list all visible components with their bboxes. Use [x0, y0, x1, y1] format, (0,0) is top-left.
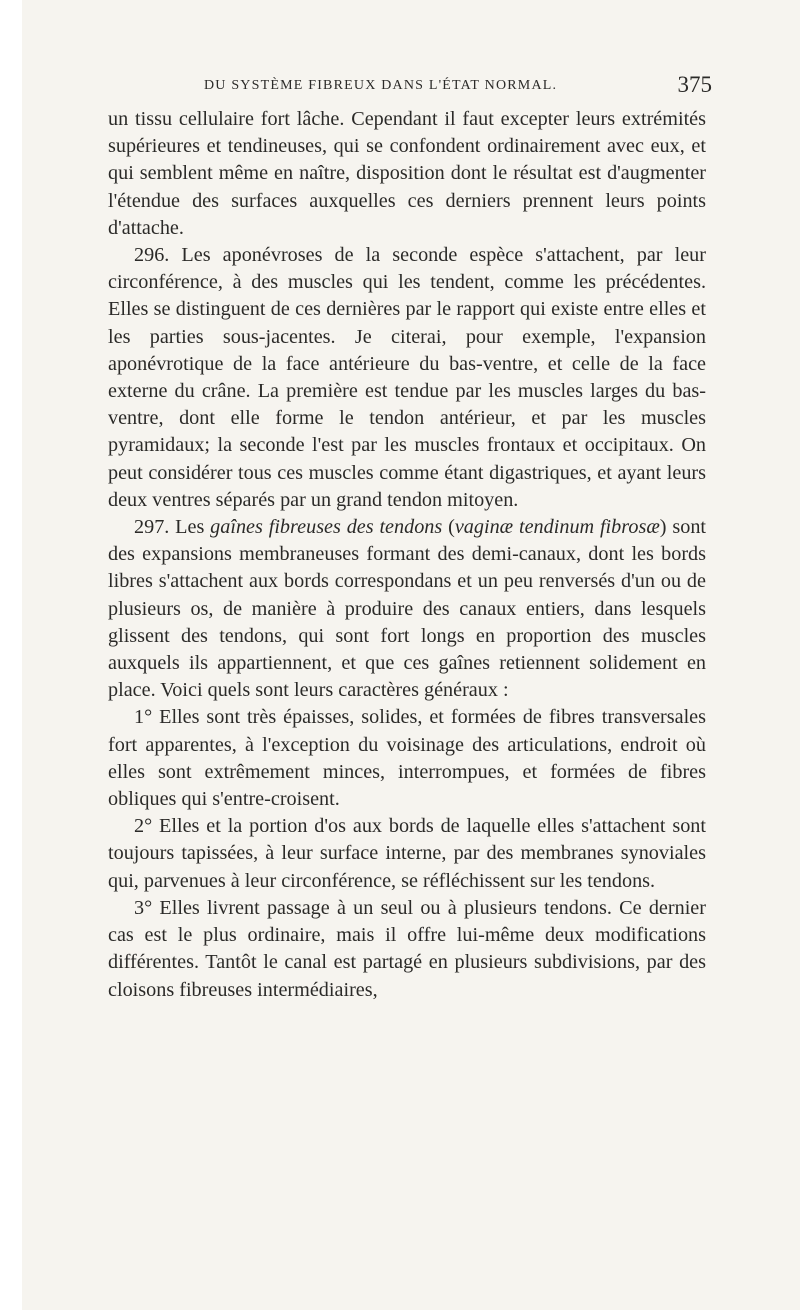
- latin-term: vaginæ tendinum fibrosæ: [454, 516, 660, 539]
- page-binding-edge: [0, 0, 22, 1310]
- text-block: [108, 72, 712, 1004]
- lead-word: Les: [175, 516, 205, 539]
- running-head-title: DU SYSTÈME FIBREUX DANS L'ÉTAT NORMAL.: [204, 78, 558, 93]
- paragraph-body: sont des expansions membraneuses formant des demi-canaux, dont les bords libres s'attachent aux bords correspondans et un peu renversés d'un ou de plusieurs os, de manière à produire des canaux entiers, dans lesquels glissent des tendons, qui sont fort longs en proportion des muscles auxquels ils appartiennent, et que ces gaînes retiennent solidement en place. Voici quels sont leurs caractères généraux :: [108, 516, 707, 702]
- section-number: 297.: [134, 516, 170, 539]
- paren-open: (: [448, 516, 455, 539]
- italic-term: gaînes fibreuses des tendons: [210, 516, 443, 539]
- paren-close: ): [659, 516, 667, 539]
- paragraph-297: [108, 514, 706, 704]
- list-item-3: 3° Elles livrent passage à un seul ou à plusieurs tendons. Ce dernier cas est le plus ordinaire, mais il offre lui-même deux modifications différentes. Tantôt le canal est partagé en plusieurs subdivisions, par des cloisons fibreuses intermédiaires,: [108, 896, 706, 1001]
- page-number: 375: [677, 72, 712, 97]
- paragraph-296: 296. Les aponévroses de la seconde espèce s'attachent, par leur circonférence, à des muscles qui les tendent, comme les précédentes. Elles se distinguent de ces dernières par le rapport qui existe entre elles et les parties sous-jacentes. Je citerai, pour exemple, l'expansion aponévrotique de la face antérieure du bas-ventre, et celle de la face externe du crâne. La première est tendue par les muscles larges du bas-ventre, dont elle forme le tendon antérieur, et par les muscles pyramidaux; la seconde l'est par les muscles frontaux et occipitaux. On peut considérer tous ces muscles comme étant digastriques, et ayant leurs deux ventres séparés par un grand tendon mitoyen.: [108, 244, 706, 511]
- list-item-2: 2° Elles et la portion d'os aux bords de laquelle elles s'attachent sont toujours tapissées, à leur surface interne, par des membranes synoviales qui, parvenues à leur circonférence, se réfléchissent sur les tendons.: [108, 815, 706, 892]
- paragraph-continuation: un tissu cellulaire fort lâche. Cependant il faut excepter leurs extrémités supérieures et tendineuses, qui se confondent ordinairement avec eux, et qui semblent même en naître, disposition dont le résultat est d'augmenter l'étendue des surfaces auxquelles ces derniers prennent leurs points d'attache.: [108, 108, 706, 239]
- list-item-1: 1° Elles sont très épaisses, solides, et formées de fibres transversales fort apparentes, à l'exception du voisinage des articulations, endroit où elles sont extrêmement minces, interrompues, et formées de fibres obliques qui s'entre-croisent.: [108, 706, 706, 811]
- running-head: [108, 72, 712, 106]
